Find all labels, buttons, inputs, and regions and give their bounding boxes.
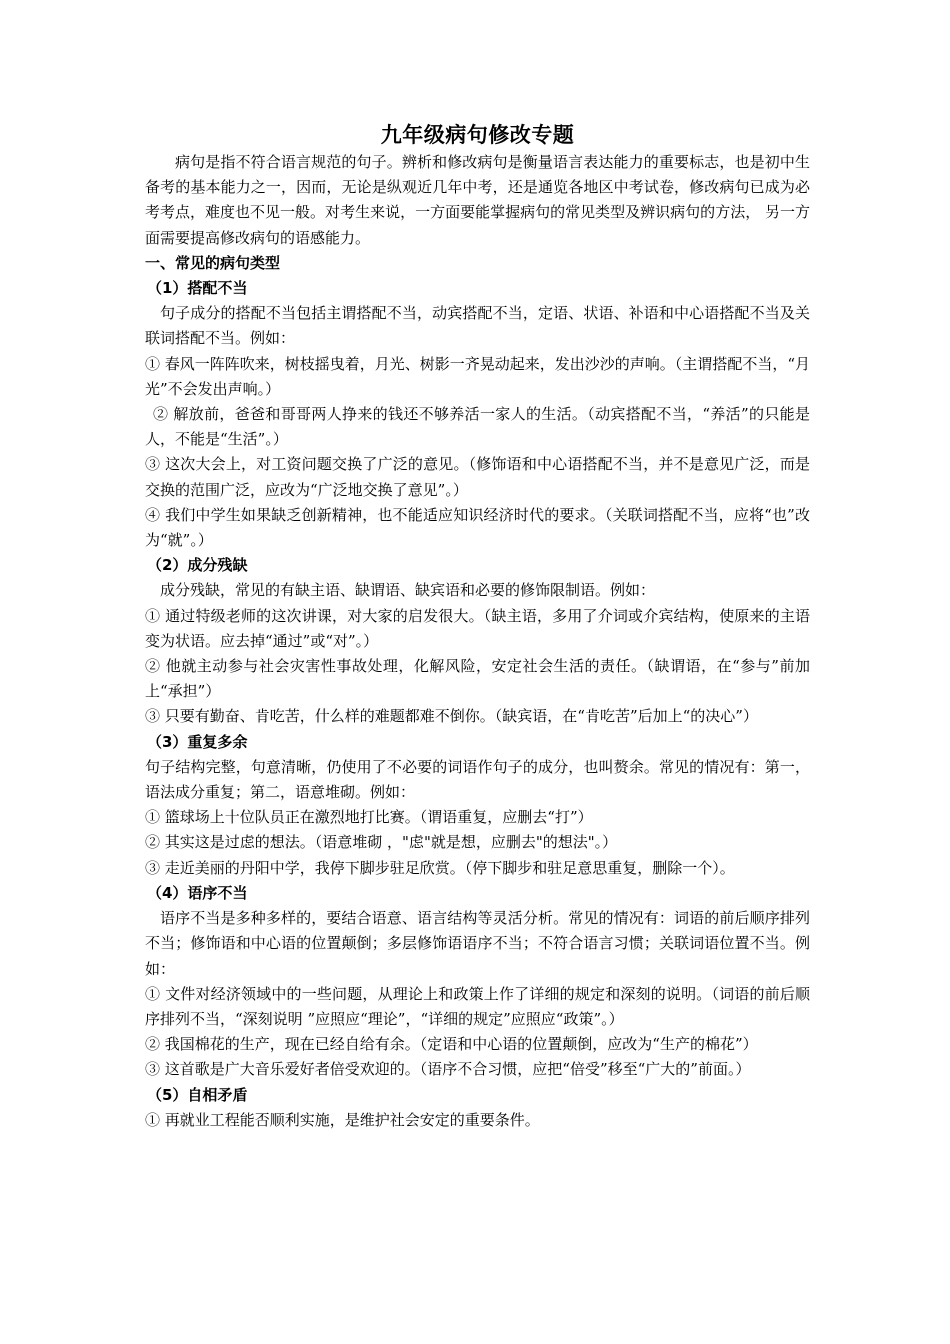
subsection-desc-4: 语序不当是多种多样的，要结合语意、语言结构等灵活分析。常见的情况有：词语的前后顺序排列不当；修饰语和中心语的位置颠倒；多层修饰语语序不当；不符合语言习惯；关联词语位置不当。例如： xyxy=(145,909,810,978)
example-1-2: ② 解放前，爸爸和哥哥两人挣来的钱还不够养活一家人的生活。（动宾搭配不当，“养活”的只能是人，不能是“生活”。） xyxy=(145,405,810,449)
intro-paragraph: 病句是指不符合语言规范的句子。辨析和修改病句是衡量语言表达能力的重要标志，也是初中生备考的基本能力之一，因而，无论是纵观近几年中考，还是通览各地区中考试卷，修改病句已成为必考考点，难度也不见一般。对考生来说，一方面要能掌握病句的常见类型及辨识病句的方法， 另一方面需要提高修改病句的语感能力。 xyxy=(145,153,810,247)
example-1-1: ① 春风一阵阵吹来，树枝摇曳着，月光、树影一齐晃动起来，发出沙沙的声响。（主谓搭配不当，“月光”不会发出声响。） xyxy=(145,354,810,398)
subsection-heading-1: （1）搭配不当 xyxy=(147,279,248,298)
subsection-heading-2: （2）成分残缺 xyxy=(147,556,248,575)
subsection-heading-5: （5）自相矛盾 xyxy=(147,1085,248,1104)
example-4-1: ① 文件对经济领域中的一些问题，从理论上和政策上作了详细的规定和深刻的说明。（词语的前后顺序排列不当，“深刻说明 ”应照应“理论”，“详细的规定”应照应“政策”。） xyxy=(145,984,810,1028)
section-heading: 一、常见的病句类型 xyxy=(145,253,281,272)
example-2-2: ② 他就主动参与社会灾害性事故处理，化解风险，安定社会生活的责任。（缺谓语，在“参与”前加上“承担”） xyxy=(145,657,810,701)
example-1-4: ④ 我们中学生如果缺乏创新精神，也不能适应知识经济时代的要求。（关联词搭配不当，应将“也”改为“就”。） xyxy=(145,505,810,550)
example-3-3: ③ 走近美丽的丹阳中学，我停下脚步驻足欣赏。（停下脚步和驻足意思重复，删除一个）。 xyxy=(145,858,735,877)
example-1-3: ③ 这次大会上，对工资问题交换了广泛的意见。（修饰语和中心语搭配不当，并不是意见广泛，而是交换的范围广泛，应改为“广泛地交换了意见”。） xyxy=(145,455,810,499)
example-2-3: ③ 只要有勤奋、肯吃苦，什么样的难题都难不倒你。（缺宾语，在“肯吃苦”后加上“的决心”） xyxy=(145,707,758,726)
example-2-1: ① 通过特级老师的这次讲课，对大家的启发很大。（缺主语，多用了介词或介宾结构，使原来的主语变为状语。应去掉“通过”或“对”。） xyxy=(145,606,810,650)
example-3-1: ① 篮球场上十位队员正在激烈地打比赛。（谓语重复，应删去“打”） xyxy=(145,808,593,827)
subsection-desc-3: 句子结构完整，句意清晰，仍使用了不必要的词语作句子的成分，也叫赘余。常见的情况有：第一， 语法成分重复；第二，语意堆砌。例如： xyxy=(145,757,810,802)
example-5-1: ① 再就业工程能否顺利实施，是维护社会安定的重要条件。 xyxy=(145,1110,540,1129)
example-4-2: ② 我国棉花的生产，现在已经自给有余。（定语和中心语的位置颠倒，应改为“生产的棉花”） xyxy=(145,1035,758,1054)
subsection-heading-4: （4）语序不当 xyxy=(147,883,248,902)
subsection-heading-3: （3）重复多余 xyxy=(147,732,248,751)
example-4-3: ③ 这首歌是广大音乐爱好者倍受欢迎的。（语序不合习惯，应把“倍受”移至“广大的”前面。） xyxy=(145,1060,751,1079)
example-3-2: ② 其实这是过虑的想法。（语意堆砌 ，"虑"就是想，应删去"的想法"。） xyxy=(145,833,618,852)
subsection-desc-2: 成分残缺，常见的有缺主语、缺谓语、缺宾语和必要的修饰限制语。例如： xyxy=(160,581,656,600)
subsection-desc-1: 句子成分的搭配不当包括主谓搭配不当，动宾搭配不当，定语、状语、补语和中心语搭配不当及关联词搭配不当。例如： xyxy=(145,304,810,348)
document-body xyxy=(145,120,810,1133)
page-title: 九年级病句修改专题 xyxy=(380,123,575,147)
